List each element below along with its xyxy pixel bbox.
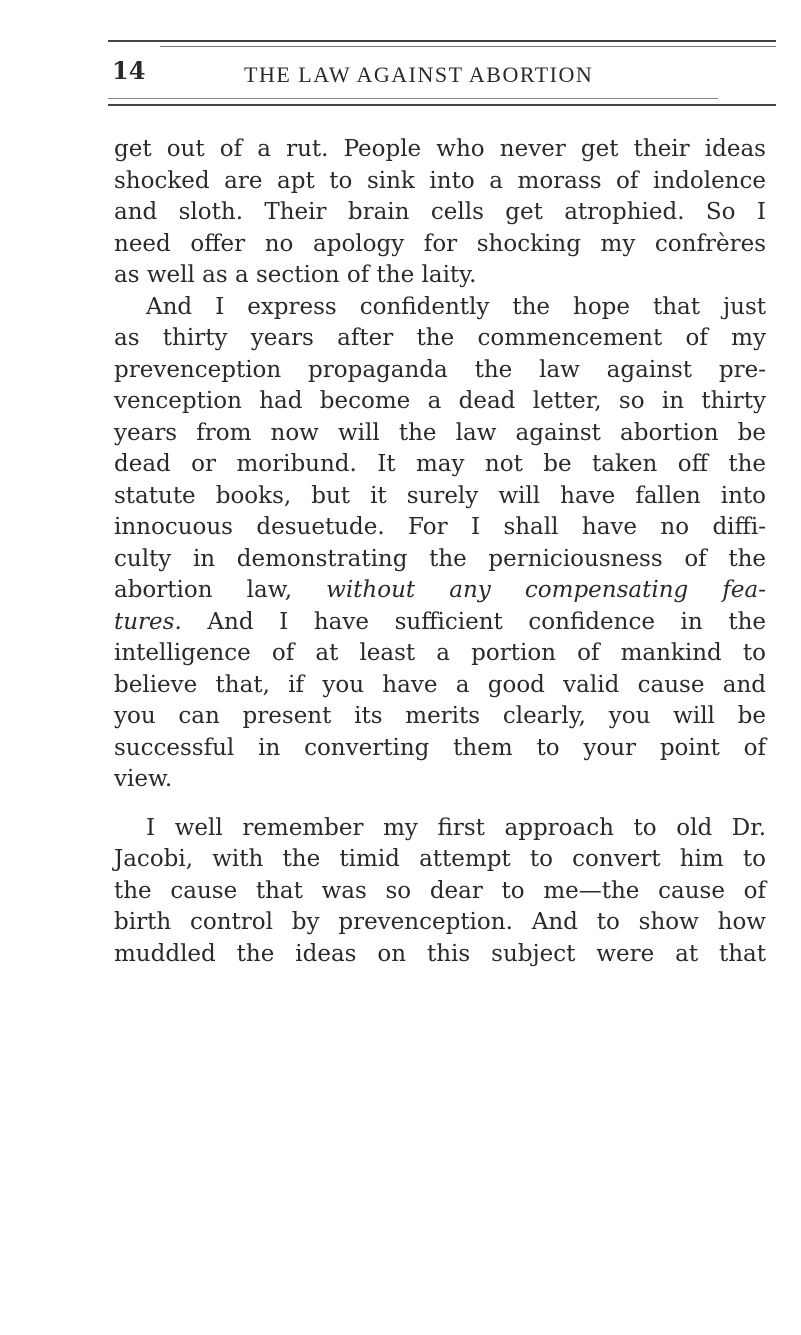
text-line: culty in demonstrating the perniciousness of the xyxy=(114,545,766,572)
text-line: And I express confidently the hope that just xyxy=(146,293,766,320)
text-line: I well remember my first approach to old Dr. xyxy=(146,814,766,841)
text-segment: abortion law, xyxy=(114,577,327,603)
text-line: as thirty years after the commencement of my xyxy=(114,325,766,351)
header-rule-bottom xyxy=(108,104,776,106)
text-line xyxy=(114,607,766,639)
text-line: the cause that was so dear to me—the cause of xyxy=(114,877,766,904)
text-line: believe that, if you have a good valid cause and xyxy=(114,671,766,698)
text-line: as well as a section of the laity. xyxy=(114,262,477,288)
text-line: view. xyxy=(114,766,173,792)
text-line: intelligence of at least a portion of mankind to xyxy=(114,640,766,666)
header-rule-bottom-thin xyxy=(108,98,718,99)
page-number: 14 xyxy=(112,56,146,85)
paragraph-gap xyxy=(114,796,766,813)
paragraph xyxy=(114,292,766,796)
header-rule-top xyxy=(108,40,776,42)
running-head: THE LAW AGAINST ABORTION xyxy=(244,62,594,87)
text-line: need offer no apology for shocking my confrères xyxy=(114,230,766,257)
body-text xyxy=(114,134,766,970)
text-line: years from now will the law against abortion be xyxy=(114,419,766,446)
text-line: venception had become a dead letter, so in thirty xyxy=(114,388,766,414)
paragraph xyxy=(114,134,766,292)
text-line: statute books, but it surely will have fallen into xyxy=(114,482,766,509)
text-line: birth control by prevenception. And to show how xyxy=(114,909,766,935)
paragraph xyxy=(114,813,766,971)
page-header xyxy=(112,56,772,96)
italic-text: without any compensating fea- xyxy=(326,577,766,603)
text-line: dead or moribund. It may not be taken off the xyxy=(114,451,766,477)
text-line: prevenception propaganda the law against pre- xyxy=(114,356,766,383)
text-line: shocked are apt to sink into a morass of indolence xyxy=(114,167,766,194)
text-line: and sloth. Their brain cells get atrophied. So I xyxy=(114,199,766,225)
text-line: you can present its merits clearly, you will be xyxy=(114,703,766,729)
text-line: Jacobi, with the timid attempt to convert him to xyxy=(114,846,766,872)
text-line: successful in converting them to your point of xyxy=(114,734,766,761)
italic-text: tures. xyxy=(114,608,182,635)
header-rule-top-thin xyxy=(160,46,776,47)
text-line: get out of a rut. People who never get their ideas xyxy=(114,136,766,162)
text-line: innocuous desuetude. For I shall have no diffi- xyxy=(114,514,766,540)
text-line: muddled the ideas on this subject were at that xyxy=(114,940,766,967)
text-segment: And I have sufficient confidence in the xyxy=(181,608,766,635)
text-line xyxy=(114,575,766,607)
